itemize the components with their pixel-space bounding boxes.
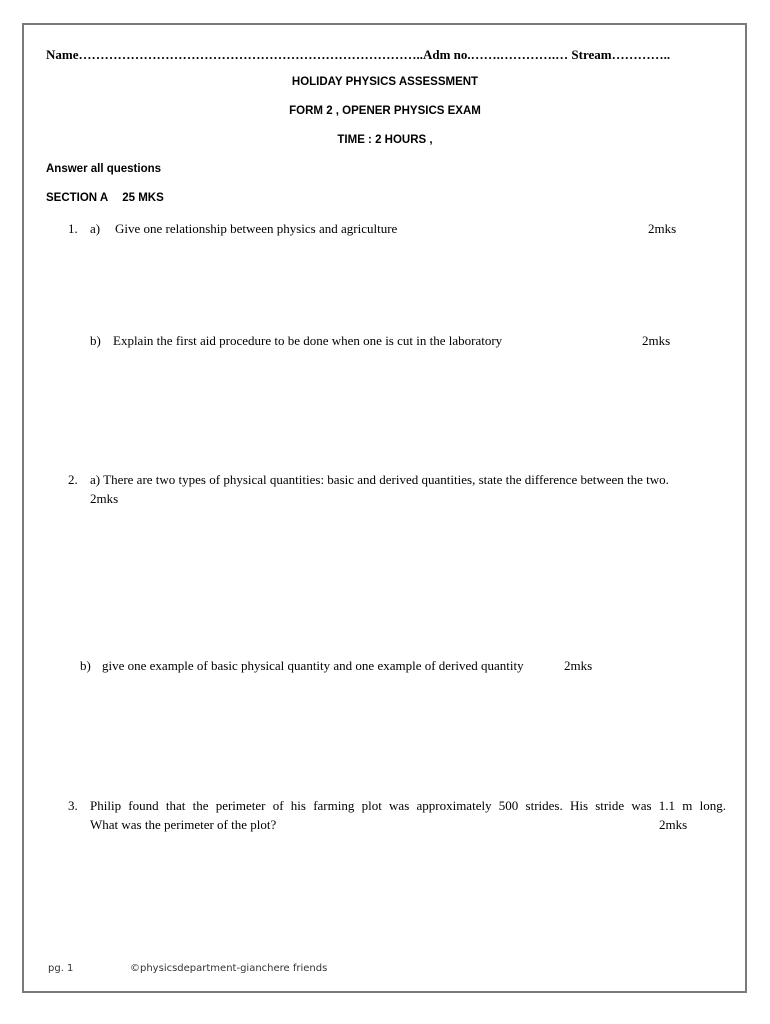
instructions: Answer all questions	[46, 163, 162, 175]
question-2a-marks: 2mks	[90, 491, 119, 506]
question-3-number: 3.	[68, 798, 78, 813]
question-2b-label: b)	[80, 658, 91, 673]
question-1b-label: b)	[90, 333, 101, 348]
student-details-line: Name……………………………………………………………………..Adm no.…….………….… Stream…………..	[46, 47, 671, 62]
exam-title: HOLIDAY PHYSICS ASSESSMENT	[291, 76, 479, 88]
question-1a-marks: 2mks	[648, 221, 677, 236]
question-2a-label: a)	[90, 472, 101, 487]
question-3-marks: 2mks	[659, 817, 688, 832]
footer-credit: ©physicsdepartment-gianchere friends	[130, 963, 328, 974]
question-1b-marks: 2mks	[642, 333, 671, 348]
question-2-number: 2.	[68, 472, 78, 487]
question-2a-line	[90, 472, 669, 488]
question-1a-text: Give one relationship between physics and agriculture	[115, 221, 398, 236]
question-2a-text: There are two types of physical quantities: basic and derived quantities, state the difference between the two.	[103, 472, 669, 487]
question-1b-text: Explain the first aid procedure to be done when one is cut in the laboratory	[113, 333, 503, 348]
question-2b-marks: 2mks	[564, 658, 593, 673]
question-3-line-1: Philip found that the perimeter of his farming plot was approximately 500 strides. His stride was 1.1 m long.	[90, 798, 726, 813]
page-number: pg. 1	[48, 963, 74, 974]
question-2b-text: give one example of basic physical quantity and one example of derived quantity	[102, 658, 524, 673]
section-heading	[46, 192, 164, 204]
section-label: SECTION A	[46, 192, 109, 204]
exam-time: TIME : 2 HOURS ,	[337, 134, 433, 146]
question-1-number: 1.	[68, 221, 78, 236]
exam-subtitle: FORM 2 , OPENER PHYSICS EXAM	[289, 105, 481, 117]
question-3-line-2: What was the perimeter of the plot?	[90, 817, 277, 832]
section-marks: 25 MKS	[122, 192, 164, 204]
question-1a-label: a)	[90, 221, 101, 236]
